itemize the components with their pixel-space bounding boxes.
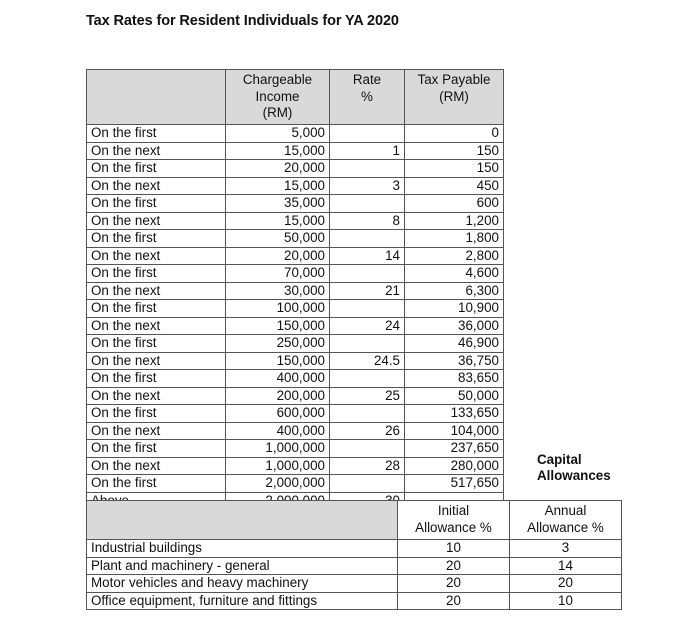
header-text: Allowance %	[415, 519, 492, 535]
income-cell: 35,000	[226, 195, 330, 213]
rate-cell: 21	[330, 282, 405, 300]
table-row	[87, 160, 504, 178]
row-label: On the first	[87, 300, 226, 318]
header-text: (RM)	[262, 105, 293, 120]
header-text: Annual	[544, 503, 587, 518]
row-label: On the next	[87, 457, 226, 475]
table-row	[87, 540, 622, 558]
rate-cell	[330, 335, 405, 353]
initial-cell: 20	[398, 592, 510, 610]
row-label: On the first	[87, 265, 226, 283]
rate-cell: 26	[330, 422, 405, 440]
income-cell: 150,000	[226, 352, 330, 370]
rate-header	[330, 70, 405, 125]
income-cell: 200,000	[226, 387, 330, 405]
row-label: On the first	[87, 405, 226, 423]
rate-cell	[330, 160, 405, 178]
row-label: On the next	[87, 212, 226, 230]
rate-cell	[330, 475, 405, 493]
header-text: (RM)	[439, 88, 469, 104]
tax-cell: 0	[405, 125, 504, 143]
table-row	[87, 475, 504, 493]
table-row	[87, 457, 504, 475]
income-cell: 5,000	[226, 125, 330, 143]
table-row	[87, 370, 504, 388]
income-cell: 250,000	[226, 335, 330, 353]
table-row	[87, 405, 504, 423]
row-label: On the first	[87, 230, 226, 248]
header-text: Chargeable	[242, 72, 313, 87]
table-row	[87, 557, 622, 575]
annual-cell: 20	[510, 575, 622, 593]
initial-cell: 20	[398, 575, 510, 593]
income-cell: 15,000	[226, 142, 330, 160]
income-cell: 20,000	[226, 160, 330, 178]
tax-cell: 150	[405, 160, 504, 178]
income-cell: 30,000	[226, 282, 330, 300]
tax-cell: 450	[405, 177, 504, 195]
tax-cell: 36,750	[405, 352, 504, 370]
initial-allowance-header	[398, 501, 510, 540]
table-row	[87, 212, 504, 230]
asset-label: Office equipment, furniture and fittings	[87, 592, 398, 610]
income-cell: 1,000,000	[226, 440, 330, 458]
tax-cell: 83,650	[405, 370, 504, 388]
table-row	[87, 335, 504, 353]
tax-cell: 46,900	[405, 335, 504, 353]
row-label: On the next	[87, 422, 226, 440]
annual-cell: 10	[510, 592, 622, 610]
tax-cell: 36,000	[405, 317, 504, 335]
table-row	[87, 300, 504, 318]
income-cell: 70,000	[226, 265, 330, 283]
row-label: On the next	[87, 282, 226, 300]
rate-cell: 3	[330, 177, 405, 195]
rate-cell	[330, 300, 405, 318]
tax-rate-table	[86, 69, 504, 510]
tax-cell: 133,650	[405, 405, 504, 423]
rate-cell	[330, 230, 405, 248]
table-row	[87, 195, 504, 213]
income-cell: 400,000	[226, 422, 330, 440]
income-cell: 400,000	[226, 370, 330, 388]
annual-cell: 14	[510, 557, 622, 575]
annual-allowance-header	[510, 501, 622, 540]
income-cell: 1,000,000	[226, 457, 330, 475]
cap-table-header	[87, 501, 622, 540]
tax-cell: 280,000	[405, 457, 504, 475]
table-row	[87, 592, 622, 610]
rate-cell: 1	[330, 142, 405, 160]
rate-cell: 28	[330, 457, 405, 475]
tax-cell: 6,300	[405, 282, 504, 300]
cap-table-body	[87, 540, 622, 610]
title-text: Allowances	[537, 468, 611, 483]
rate-cell	[330, 370, 405, 388]
initial-cell: 10	[398, 540, 510, 558]
rate-cell: 24	[330, 317, 405, 335]
header-text: Tax Payable	[417, 72, 491, 87]
income-cell: 150,000	[226, 317, 330, 335]
table-row	[87, 247, 504, 265]
income-cell: 2,000,000	[226, 475, 330, 493]
header-text: Income	[255, 88, 300, 104]
tax-cell: 600	[405, 195, 504, 213]
rate-cell: 24.5	[330, 352, 405, 370]
page-title: Tax Rates for Resident Individuals for YA 2020	[86, 13, 399, 29]
row-label: On the first	[87, 195, 226, 213]
row-label: On the next	[87, 317, 226, 335]
header-text: Allowance %	[527, 519, 604, 535]
capital-allowances-table	[86, 500, 622, 610]
table-row	[87, 317, 504, 335]
tax-cell: 237,650	[405, 440, 504, 458]
income-cell: 50,000	[226, 230, 330, 248]
rate-cell	[330, 440, 405, 458]
table-row	[87, 142, 504, 160]
rate-cell: 25	[330, 387, 405, 405]
chargeable-income-header	[226, 70, 330, 125]
row-label: On the first	[87, 160, 226, 178]
tax-cell: 10,900	[405, 300, 504, 318]
table-row	[87, 575, 622, 593]
tax-cell: 50,000	[405, 387, 504, 405]
header-text: Initial	[437, 503, 470, 518]
header-blank-cell	[87, 70, 226, 125]
rate-cell	[330, 195, 405, 213]
income-cell: 600,000	[226, 405, 330, 423]
title-text: Capital	[537, 452, 582, 467]
asset-label: Plant and machinery - general	[87, 557, 398, 575]
row-label: On the first	[87, 125, 226, 143]
capital-allowances-title	[537, 452, 611, 484]
row-label: On the first	[87, 440, 226, 458]
table-row	[87, 352, 504, 370]
header-text: Rate	[352, 72, 382, 87]
table-row	[87, 265, 504, 283]
tax-table-body	[87, 125, 504, 510]
table-row	[87, 282, 504, 300]
tax-cell: 1,800	[405, 230, 504, 248]
tax-cell: 2,800	[405, 247, 504, 265]
income-cell: 20,000	[226, 247, 330, 265]
table-row	[87, 230, 504, 248]
table-row	[87, 440, 504, 458]
rate-cell	[330, 125, 405, 143]
income-cell: 100,000	[226, 300, 330, 318]
row-label: On the first	[87, 370, 226, 388]
row-label: On the next	[87, 142, 226, 160]
income-cell: 15,000	[226, 212, 330, 230]
table-row	[87, 387, 504, 405]
income-cell: 15,000	[226, 177, 330, 195]
tax-payable-header	[405, 70, 504, 125]
table-row	[87, 422, 504, 440]
table-row	[87, 177, 504, 195]
header-blank-cell	[87, 501, 398, 540]
row-label: On the next	[87, 352, 226, 370]
rate-cell	[330, 405, 405, 423]
rate-cell	[330, 265, 405, 283]
tax-table-header	[87, 70, 504, 125]
row-label: On the next	[87, 387, 226, 405]
initial-cell: 20	[398, 557, 510, 575]
asset-label: Motor vehicles and heavy machinery	[87, 575, 398, 593]
rate-cell: 14	[330, 247, 405, 265]
header-text: %	[361, 88, 373, 104]
row-label: On the next	[87, 177, 226, 195]
row-label: On the first	[87, 475, 226, 493]
tax-cell: 517,650	[405, 475, 504, 493]
row-label: On the first	[87, 335, 226, 353]
row-label: On the next	[87, 247, 226, 265]
tax-cell: 4,600	[405, 265, 504, 283]
asset-label: Industrial buildings	[87, 540, 398, 558]
rate-cell: 8	[330, 212, 405, 230]
tax-cell: 150	[405, 142, 504, 160]
tax-cell: 104,000	[405, 422, 504, 440]
tax-cell: 1,200	[405, 212, 504, 230]
annual-cell: 3	[510, 540, 622, 558]
table-row	[87, 125, 504, 143]
